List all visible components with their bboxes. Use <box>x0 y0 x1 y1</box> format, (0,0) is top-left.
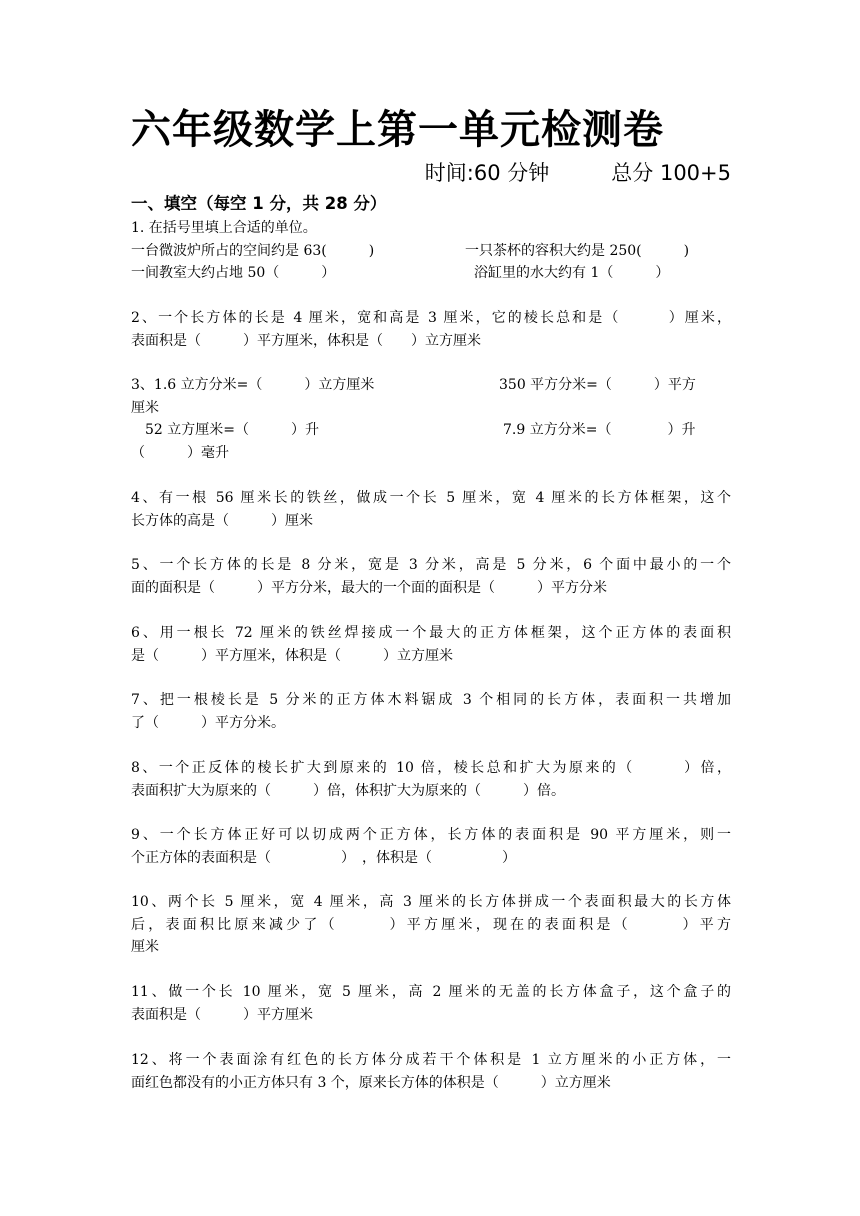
question-7-line-2: 了（ ）平方分米。 <box>131 714 285 731</box>
question-3-row-3: （ ）毫升 <box>131 444 229 461</box>
exam-meta <box>425 157 731 189</box>
question-5 <box>131 554 731 599</box>
question-4-line-2: 长方体的高是（ ）厘米 <box>131 512 313 529</box>
question-12-line-1: 12、将一个表面涂有红色的长方体分成若干个体积是 1 立方厘米的小正方体，一 <box>131 1052 731 1068</box>
question-1-item-classroom: 一间教室大约占地 50（ ） <box>131 265 336 281</box>
question-3-row-1 <box>131 374 731 397</box>
question-1 <box>131 217 731 285</box>
question-12-line-2: 面红色都没有的小正方体只有 3 个，原来长方体的体积是（ ）立方厘米 <box>131 1074 611 1091</box>
question-10 <box>131 891 731 959</box>
question-7 <box>131 689 731 734</box>
question-11-line-2: 表面积是（ ）平方厘米 <box>131 1006 313 1023</box>
question-4 <box>131 487 731 532</box>
exam-total-score: 总分 100+5 <box>611 161 731 185</box>
question-4-line-1: 4、有一根 56 厘米长的铁丝，做成一个长 5 厘米，宽 4 厘米的长方体框架，这个 <box>131 490 731 506</box>
question-9-line-2: 个正方体的表面积是（ ） ，体积是（ ） <box>131 849 516 866</box>
page-title: 六年级数学上第一单元检测卷 <box>131 107 664 153</box>
question-3-item-c: 52 立方厘米=（ ）升 <box>131 422 319 438</box>
question-11 <box>131 981 731 1026</box>
question-11-line-1: 11、做一个长 10 厘米，宽 5 厘米，高 2 厘米的无盖的长方体盒子，这个盒子的 <box>131 984 731 1000</box>
question-1-item-teacup: 一只茶杯的容积大约是 250( ) <box>465 242 690 259</box>
question-2 <box>131 307 731 352</box>
question-6 <box>131 622 731 667</box>
question-3-item-a: 3、1.6 立方分米=（ ）立方厘米 <box>131 377 375 393</box>
question-8 <box>131 757 731 802</box>
question-1-intro: 1. 在括号里填上合适的单位。 <box>131 220 317 236</box>
question-2-line-1: 2、一个长方体的长是 4 厘米，宽和高是 3 厘米，它的棱长总和是（ ）厘米， <box>131 310 731 326</box>
exam-page <box>131 0 731 1216</box>
question-6-line-1: 6、用一根长 72 厘米的铁丝焊接成一个最大的正方体框架，这个正方体的表面积 <box>131 625 731 641</box>
question-5-line-1: 5、一个长方体的长是 8 分米，宽是 3 分米，高是 5 分米，6 个面中最小的一个 <box>131 557 731 573</box>
question-3 <box>131 374 731 464</box>
question-7-line-1: 7、把一根棱长是 5 分米的正方体木料锯成 3 个相同的长方体，表面积一共增加 <box>131 692 731 708</box>
question-1-row-1 <box>131 240 731 263</box>
question-1-item-microwave: 一台微波炉所占的空间约是 63( ) <box>131 242 375 259</box>
question-8-line-1: 8、一个正反体的棱长扩大到原来的 10 倍，棱长总和扩大为原来的（ ）倍， <box>131 760 731 776</box>
question-10-line-2: 后，表面积比原来减少了（ ）平方厘米，现在的表面积是（ ）平方 <box>131 916 731 933</box>
question-8-line-2: 表面积扩大为原来的（ ）倍，体积扩大为原来的（ ）倍。 <box>131 782 565 799</box>
exam-time: 时间:60 分钟 <box>424 161 550 185</box>
question-6-line-2: 是（ ）平方厘米，体积是（ ）立方厘米 <box>131 647 453 664</box>
question-3-item-b: 350 平方分米=（ ）平方 <box>499 377 696 393</box>
question-3-item-d: 7.9 立方分米=（ ）升 <box>503 422 696 438</box>
question-9-line-1: 9、一个长方体正好可以切成两个正方体，长方体的表面积是 90 平方厘米，则一 <box>131 827 731 843</box>
question-3-row-2 <box>131 419 731 442</box>
question-9 <box>131 824 731 869</box>
section-heading-fill-in: 一、填空（每空 1 分，共 28 分） <box>131 194 387 213</box>
question-10-line-1: 10、两个长 5 厘米，宽 4 厘米，高 3 厘米的长方体拼成一个表面积最大的长方体 <box>131 894 731 910</box>
question-10-line-3: 厘米 <box>131 939 159 955</box>
question-1-row-2 <box>131 262 731 285</box>
question-12 <box>131 1049 731 1094</box>
question-1-item-bathtub: 浴缸里的水大约有 1（ ） <box>474 265 670 281</box>
question-2-line-2: 表面积是（ ）平方厘米，体积是（ ）立方厘米 <box>131 332 481 349</box>
question-5-line-2: 面的面积是（ ）平方分米，最大的一个面的面积是（ ）平方分米 <box>131 579 607 596</box>
question-3-row-1-wrap: 厘米 <box>131 399 159 416</box>
